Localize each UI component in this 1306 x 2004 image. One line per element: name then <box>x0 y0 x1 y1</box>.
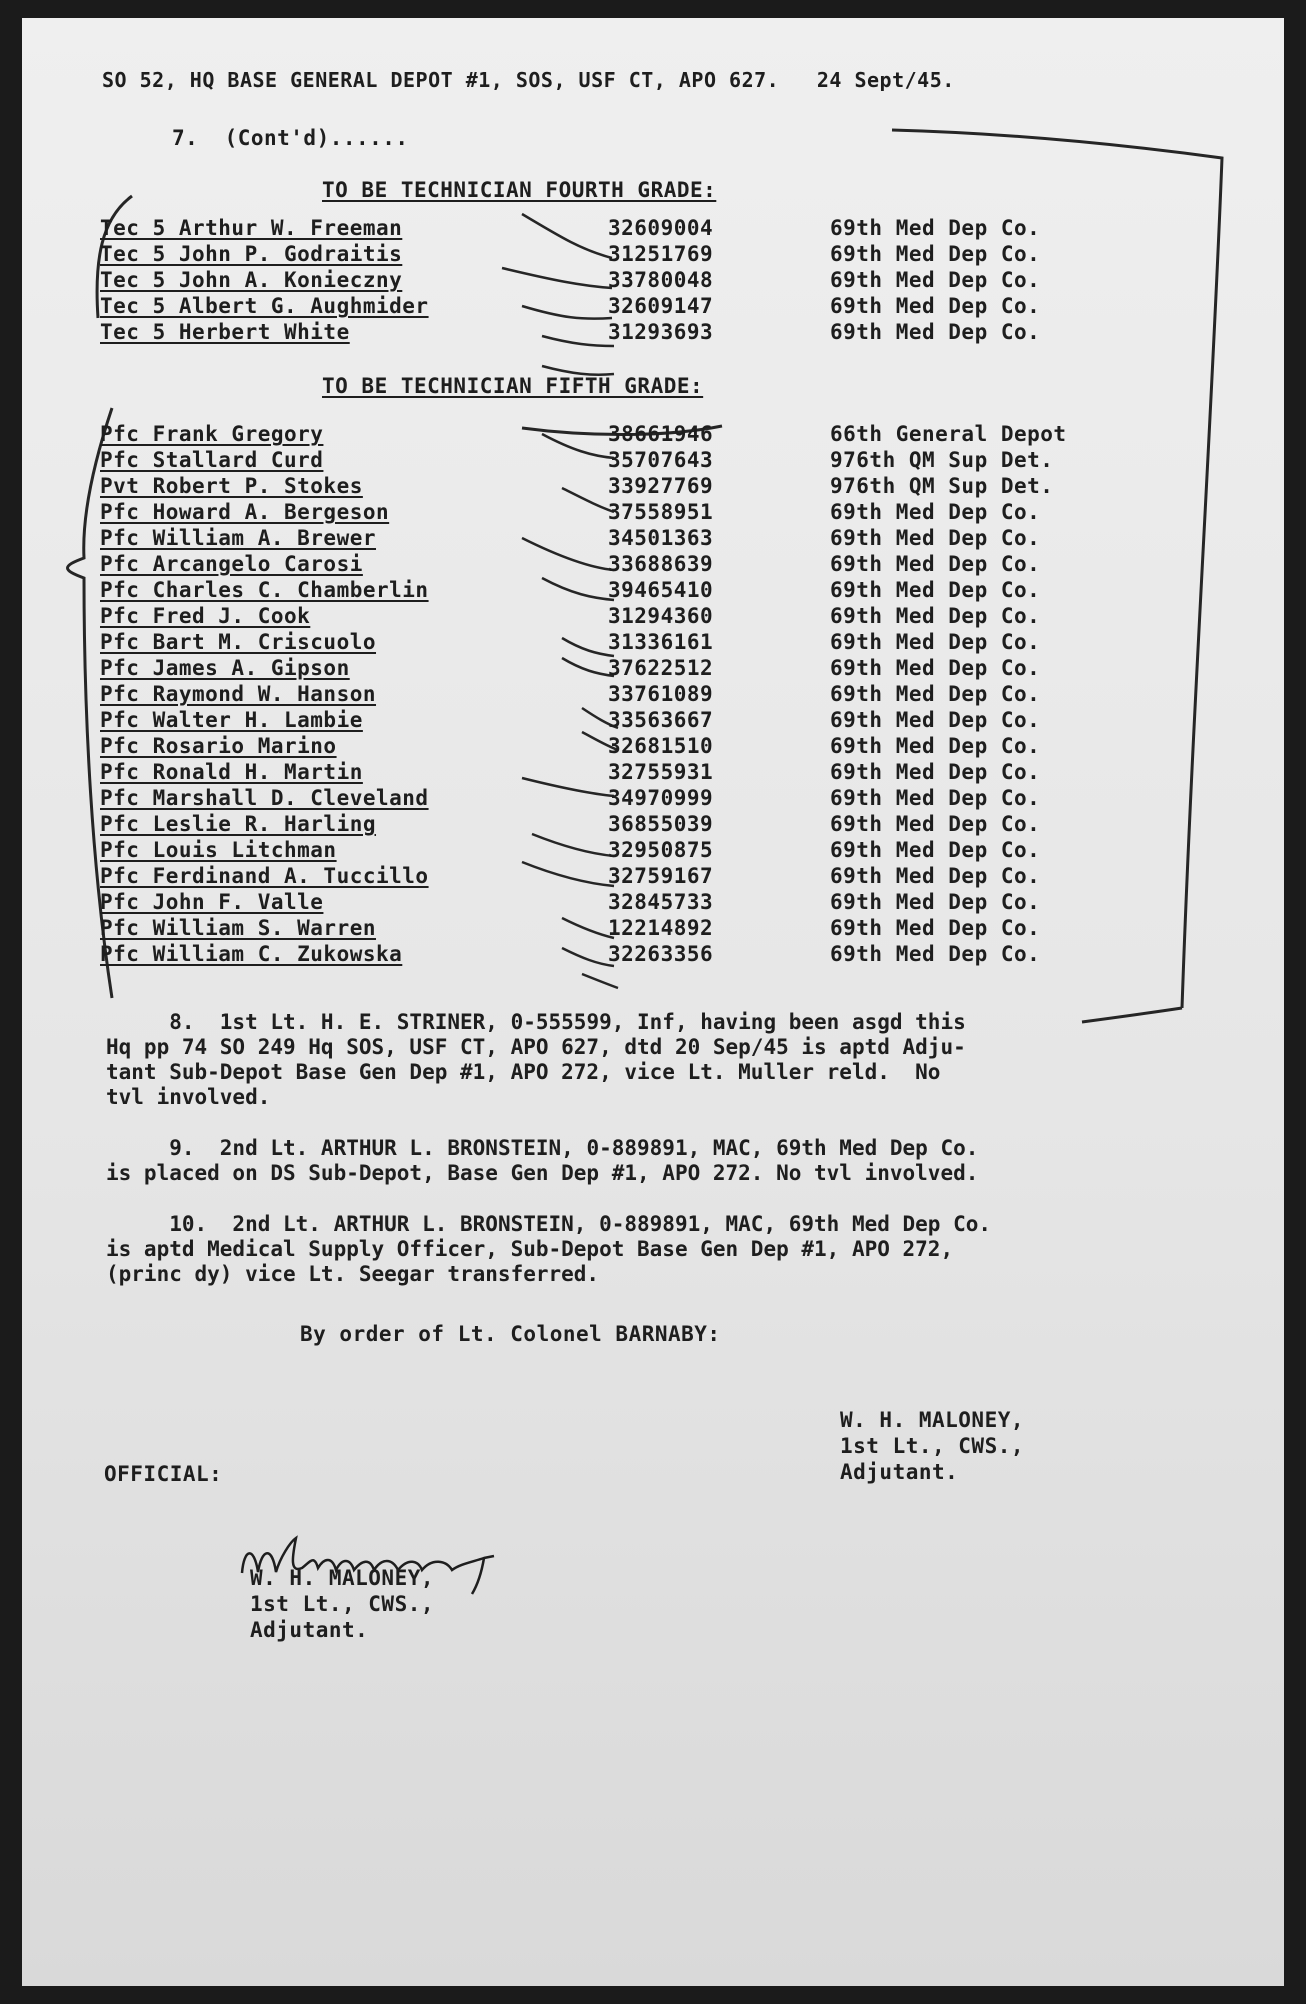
soldier-name: Pfc Walter H. Lambie <box>100 708 363 732</box>
unit-name: 69th Med Dep Co. <box>830 320 1041 344</box>
soldier-name: Tec 5 John A. Konieczny <box>100 268 403 292</box>
serial-number: 32845733 <box>608 890 714 914</box>
serial-number: 37558951 <box>608 500 714 524</box>
roster-row <box>22 218 1284 244</box>
paragraph-9: 9. 2nd Lt. ARTHUR L. BRONSTEIN, 0-889891, MAC, 69th Med Dep Co. is placed on DS Sub-Depot, Base Gen Dep #1, APO 272. No tvl involved. <box>106 1136 979 1185</box>
official-name: W. H. MALONEY, <box>250 1566 435 1590</box>
unit-name: 69th Med Dep Co. <box>830 734 1041 758</box>
roster-row <box>22 684 1284 710</box>
soldier-name: Pfc John F. Valle <box>100 890 324 914</box>
roster-row <box>22 244 1284 270</box>
serial-number: 32681510 <box>608 734 714 758</box>
roster-row <box>22 296 1284 322</box>
serial-number: 33761089 <box>608 682 714 706</box>
soldier-name: Pfc Fred J. Cook <box>100 604 311 628</box>
roster-row <box>22 710 1284 736</box>
unit-name: 69th Med Dep Co. <box>830 552 1041 576</box>
roster-row <box>22 554 1284 580</box>
roster-row <box>22 788 1284 814</box>
roster-row <box>22 918 1284 944</box>
roster-row <box>22 476 1284 502</box>
roster-row <box>22 892 1284 918</box>
unit-name: 69th Med Dep Co. <box>830 294 1041 318</box>
serial-number: 39465410 <box>608 578 714 602</box>
roster-row <box>22 736 1284 762</box>
soldier-name: Pfc William C. Zukowska <box>100 942 403 966</box>
order-line: By order of Lt. Colonel BARNABY: <box>300 1322 721 1346</box>
soldier-name: Pfc William S. Warren <box>100 916 377 940</box>
serial-number: 31251769 <box>608 242 714 266</box>
serial-number: 12214892 <box>608 916 714 940</box>
serial-number: 32263356 <box>608 942 714 966</box>
roster-row <box>22 632 1284 658</box>
official-label: OFFICIAL: <box>104 1462 223 1486</box>
roster-row <box>22 762 1284 788</box>
roster-row <box>22 580 1284 606</box>
serial-number: 31294360 <box>608 604 714 628</box>
serial-number: 32759167 <box>608 864 714 888</box>
official-title: Adjutant. <box>250 1618 369 1642</box>
serial-number: 34970999 <box>608 786 714 810</box>
unit-name: 69th Med Dep Co. <box>830 864 1041 888</box>
soldier-name: Pfc Frank Gregory <box>100 422 324 446</box>
soldier-name: Pfc William A. Brewer <box>100 526 377 550</box>
document-page <box>22 18 1284 1986</box>
paragraph-10: 10. 2nd Lt. ARTHUR L. BRONSTEIN, 0-889891, MAC, 69th Med Dep Co. is aptd Medical Supply Officer, Sub-Depot Base Gen Dep #1, APO 272, (princ dy) vice Lt. Seegar transferred. <box>106 1212 992 1286</box>
unit-name: 69th Med Dep Co. <box>830 268 1041 292</box>
serial-number: 34501363 <box>608 526 714 550</box>
unit-name: 69th Med Dep Co. <box>830 708 1041 732</box>
unit-name: 69th Med Dep Co. <box>830 630 1041 654</box>
section-heading-fourth-grade: TO BE TECHNICIAN FOURTH GRADE: <box>322 178 717 202</box>
signer-rank: 1st Lt., CWS., <box>840 1434 1025 1458</box>
soldier-name: Pfc Leslie R. Harling <box>100 812 377 836</box>
paragraph-8: 8. 1st Lt. H. E. STRINER, 0-555599, Inf, having been asgd this Hq pp 74 SO 249 Hq SOS, USF CT, APO 627, dtd 20 Sep/45 is aptd Adju- tant Sub-Depot Base Gen Dep #1, APO 272, vice Lt. Muller reld. No tvl involved. <box>106 1010 966 1109</box>
soldier-name: Pfc Arcangelo Carosi <box>100 552 363 576</box>
order-header: SO 52, HQ BASE GENERAL DEPOT #1, SOS, USF CT, APO 627. 24 Sept/45. <box>102 68 955 92</box>
soldier-name: Pfc Ferdinand A. Tuccillo <box>100 864 429 888</box>
soldier-name: Pfc Marshall D. Cleveland <box>100 786 429 810</box>
soldier-name: Tec 5 Arthur W. Freeman <box>100 216 403 240</box>
serial-number: 32609004 <box>608 216 714 240</box>
soldier-name: Pfc Ronald H. Martin <box>100 760 363 784</box>
signer-title: Adjutant. <box>840 1460 959 1484</box>
unit-name: 69th Med Dep Co. <box>830 604 1041 628</box>
roster-row <box>22 502 1284 528</box>
roster-row <box>22 814 1284 840</box>
roster-row <box>22 528 1284 554</box>
official-rank: 1st Lt., CWS., <box>250 1592 435 1616</box>
soldier-name: Pfc James A. Gipson <box>100 656 350 680</box>
unit-name: 976th QM Sup Det. <box>830 474 1054 498</box>
unit-name: 69th Med Dep Co. <box>830 242 1041 266</box>
serial-number: 37622512 <box>608 656 714 680</box>
unit-name: 69th Med Dep Co. <box>830 216 1041 240</box>
soldier-name: Tec 5 John P. Godraitis <box>100 242 403 266</box>
unit-name: 69th Med Dep Co. <box>830 656 1041 680</box>
roster-row <box>22 944 1284 970</box>
unit-name: 69th Med Dep Co. <box>830 916 1041 940</box>
unit-name: 69th Med Dep Co. <box>830 578 1041 602</box>
roster-row <box>22 450 1284 476</box>
serial-number: 38661946 <box>608 422 714 446</box>
continuation-label: 7. (Cont'd)...... <box>172 126 409 150</box>
serial-number: 31336161 <box>608 630 714 654</box>
soldier-name: Tec 5 Herbert White <box>100 320 350 344</box>
soldier-name: Pfc Stallard Curd <box>100 448 324 472</box>
unit-name: 69th Med Dep Co. <box>830 526 1041 550</box>
soldier-name: Pfc Raymond W. Hanson <box>100 682 377 706</box>
soldier-name: Pfc Charles C. Chamberlin <box>100 578 429 602</box>
unit-name: 69th Med Dep Co. <box>830 500 1041 524</box>
serial-number: 33563667 <box>608 708 714 732</box>
unit-name: 69th Med Dep Co. <box>830 812 1041 836</box>
serial-number: 33780048 <box>608 268 714 292</box>
serial-number: 32755931 <box>608 760 714 784</box>
roster-row <box>22 866 1284 892</box>
unit-name: 69th Med Dep Co. <box>830 786 1041 810</box>
soldier-name: Pfc Bart M. Criscuolo <box>100 630 377 654</box>
unit-name: 66th General Depot <box>830 422 1067 446</box>
unit-name: 69th Med Dep Co. <box>830 838 1041 862</box>
serial-number: 35707643 <box>608 448 714 472</box>
serial-number: 32609147 <box>608 294 714 318</box>
soldier-name: Pfc Howard A. Bergeson <box>100 500 390 524</box>
roster-row <box>22 840 1284 866</box>
unit-name: 976th QM Sup Det. <box>830 448 1054 472</box>
serial-number: 31293693 <box>608 320 714 344</box>
roster-row <box>22 606 1284 632</box>
serial-number: 33927769 <box>608 474 714 498</box>
unit-name: 69th Med Dep Co. <box>830 890 1041 914</box>
soldier-name: Pvt Robert P. Stokes <box>100 474 363 498</box>
soldier-name: Tec 5 Albert G. Aughmider <box>100 294 429 318</box>
unit-name: 69th Med Dep Co. <box>830 760 1041 784</box>
section-heading-fifth-grade: TO BE TECHNICIAN FIFTH GRADE: <box>322 374 704 398</box>
serial-number: 32950875 <box>608 838 714 862</box>
serial-number: 36855039 <box>608 812 714 836</box>
unit-name: 69th Med Dep Co. <box>830 942 1041 966</box>
soldier-name: Pfc Rosario Marino <box>100 734 337 758</box>
unit-name: 69th Med Dep Co. <box>830 682 1041 706</box>
serial-number: 33688639 <box>608 552 714 576</box>
roster-row <box>22 424 1284 450</box>
roster-row <box>22 270 1284 296</box>
signer-name: W. H. MALONEY, <box>840 1408 1025 1432</box>
roster-row <box>22 658 1284 684</box>
roster-row <box>22 322 1284 348</box>
soldier-name: Pfc Louis Litchman <box>100 838 337 862</box>
